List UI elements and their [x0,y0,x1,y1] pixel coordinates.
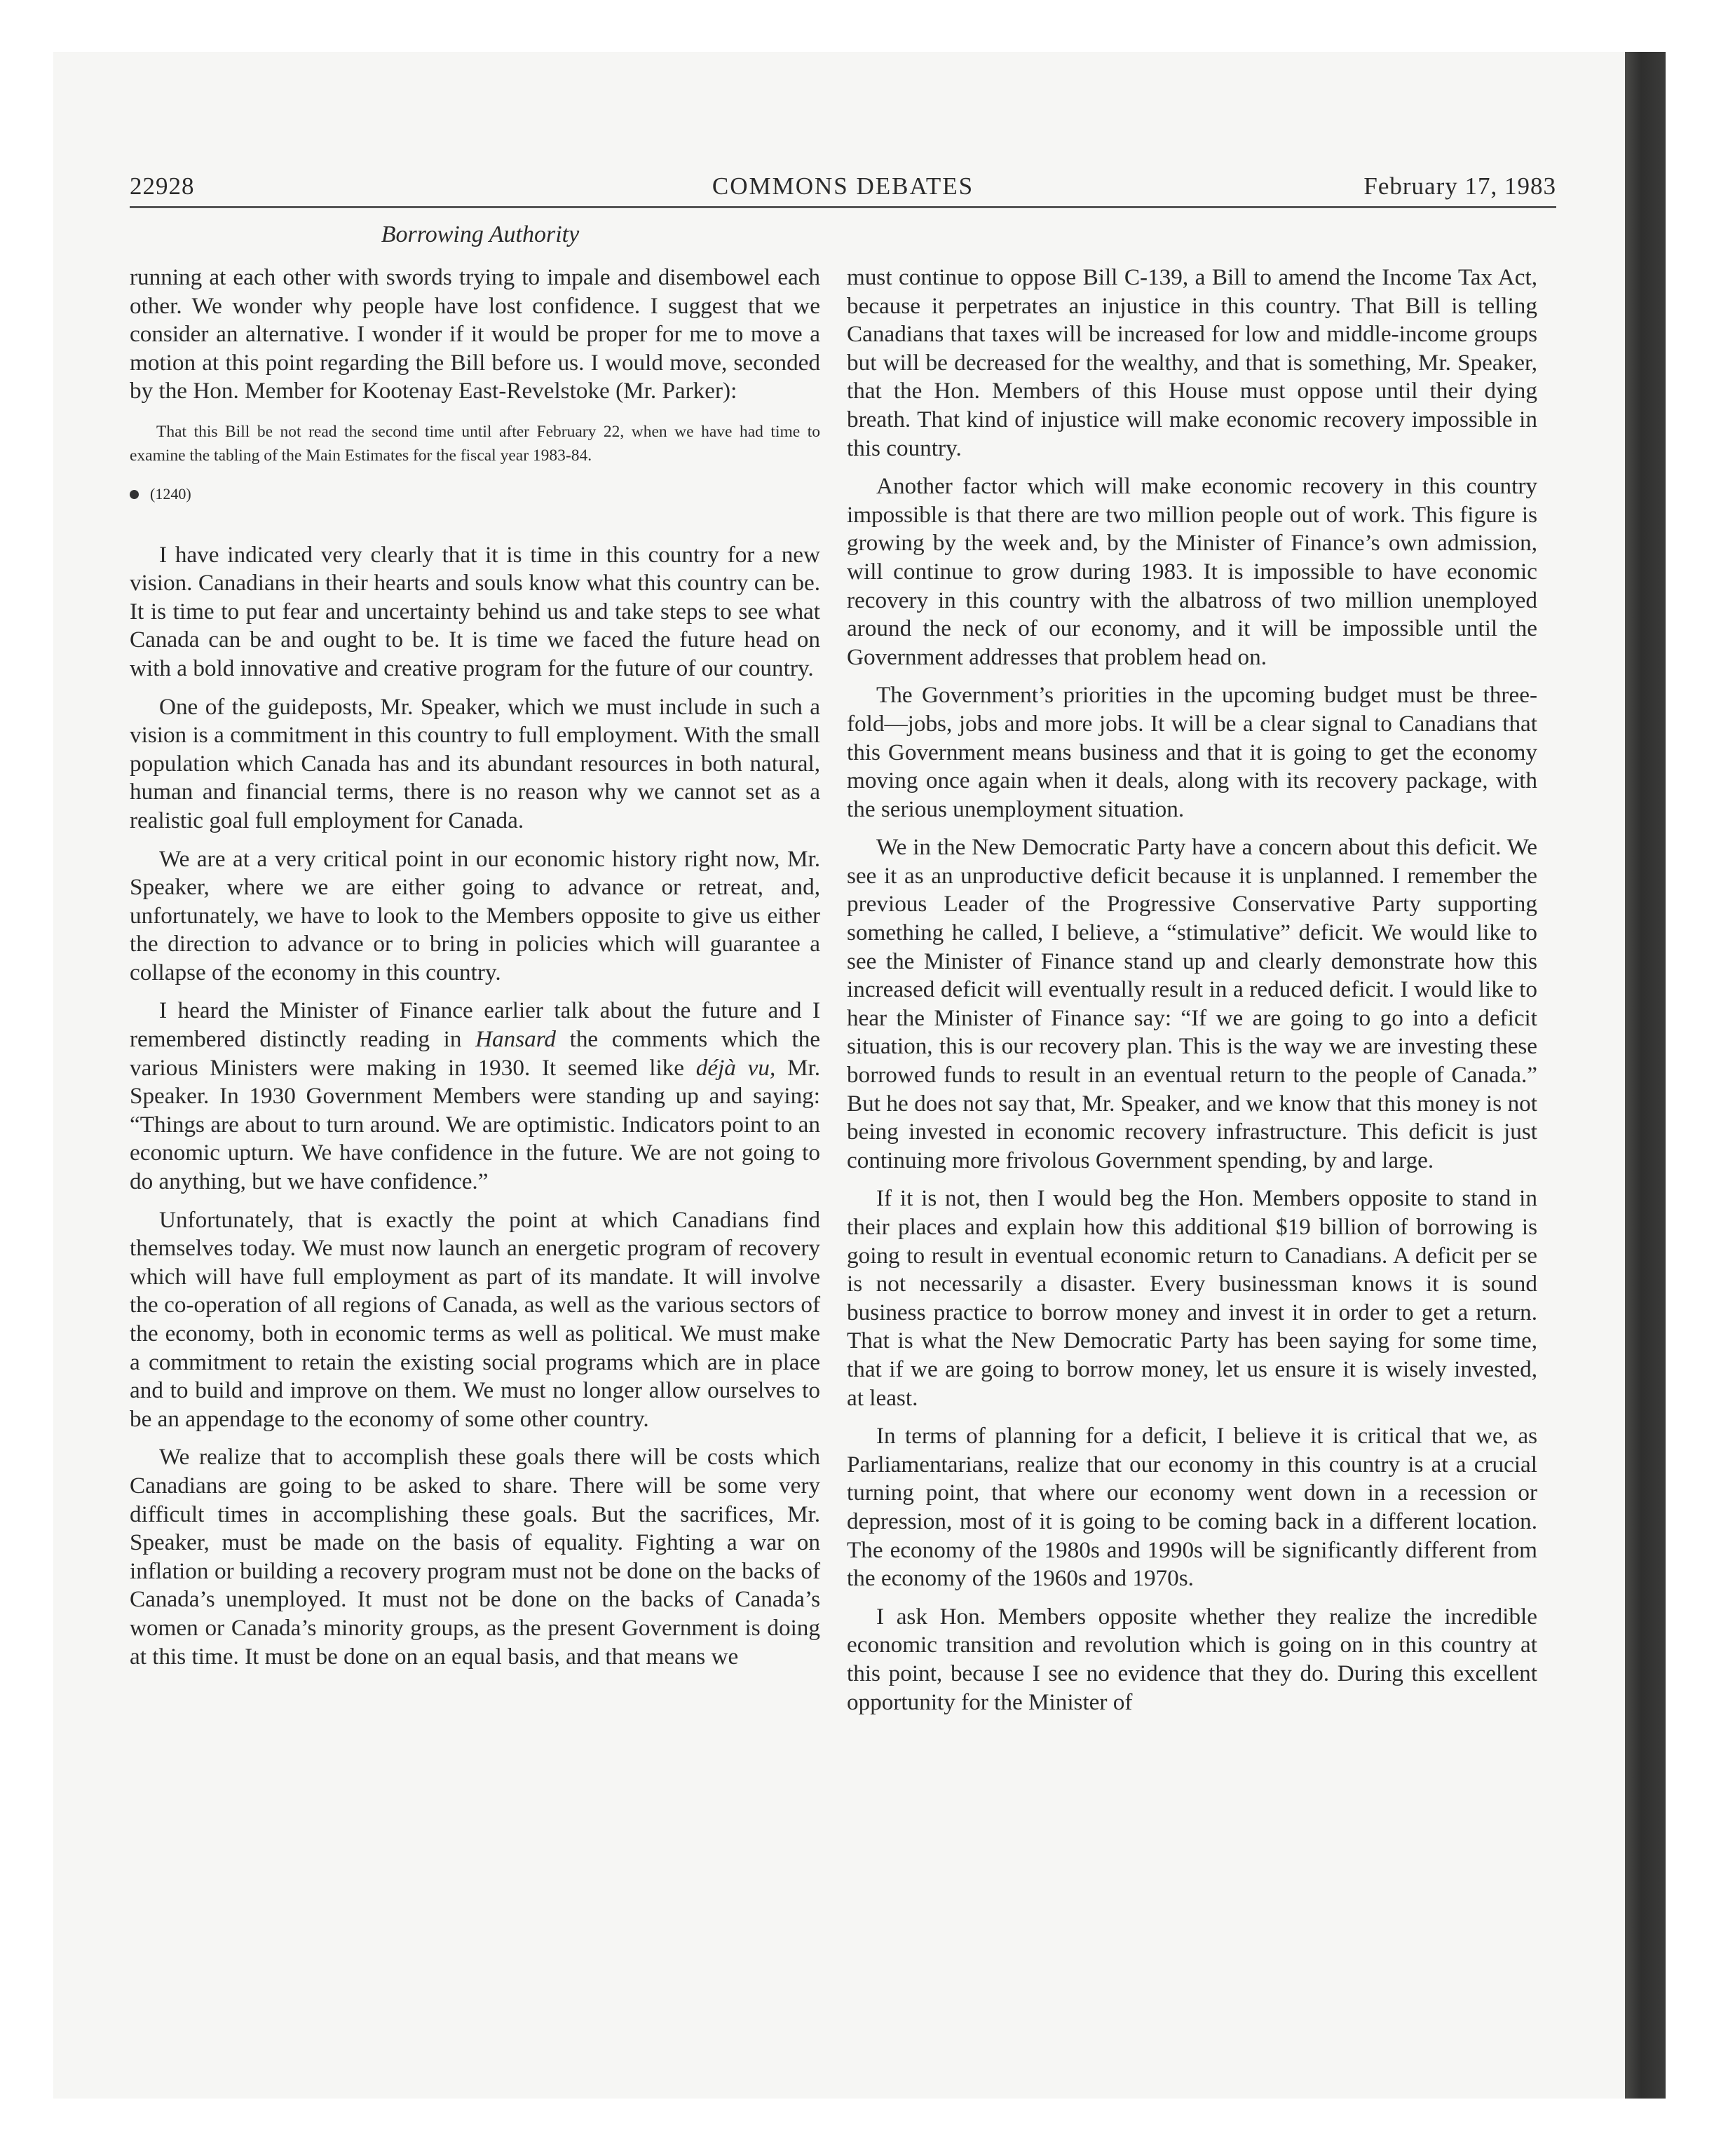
right-column [847,264,1537,1726]
paragraph [130,997,820,1196]
paragraph: We realize that to accomplish these goals there will be costs which Canadians are going to be asked to share. There will be some very difficult times in accomplishing these goals. But the sacrifices, Mr. Speaker, must be made on the basis of equality. Fighting a war on inflation or building a recovery program must not be done on the backs of Canada’s unemployed. It must not be done on the backs of Canada’s women or Canada’s minority groups, as the present Government is doing at this time. It must be done on an equal basis, and that means we [130,1444,820,1670]
text-run: Mr. Speaker. In 1930 Government Members were standing up and saying: “Things are about to turn around. We are optimistic. Indicators point to an economic upturn. We have confidence in the future. We are not going to do anything, but we have confidence.” [130,1054,821,1195]
motion-text: That this Bill be not read the second time until after February 22, when we have had time to examine the tabling of the Main Estimates for the fiscal year 1983-84. [130,422,820,465]
left-column [130,264,820,1681]
paragraph: In terms of planning for a deficit, I believe it is critical that we, as Parliamentarians, realize that our economy in this country is at a crucial turning point, that where our economy went down in a recession or depression, most of it is going to be coming back in a different location. The economy of the 1980s and 1990s will be significantly different from the economy of the 1960s and 1970s. [847,1423,1537,1592]
paragraph: must continue to oppose Bill C-139, a Bill to amend the Income Tax Act, because it perpetrates an injustice in this country. That Bill is telling Canadians that taxes will be increased for low and middle-income groups but will be decreased for the wealthy, and that is something, Mr. Speaker, that the Hon. Members of this House must oppose until their dying breath. That kind of injustice will make economic recovery impossible in this country. [847,264,1537,461]
paragraph: Another factor which will make economic recovery in this country impossible is that there are two million people out of work. This figure is growing by the week and, by the Minister of Finance’s own admission, will continue to grow during 1983. It is impossible to have economic recovery in this country with the albatross of two million unemployed around the neck of our economy, and it will be impossible until the Government addresses that problem head on. [847,473,1537,670]
page-date: February 17, 1983 [1363,172,1556,200]
subject-heading: Borrowing Authority [381,221,580,247]
paragraph: The Government’s priorities in the upcoming budget must be three-fold—jobs, jobs and more jobs. It will be a clear signal to Canadians that this Government means business and that it is going to get the economy moving once again when it deals, along with its recovery package, with the serious unemployment situation. [847,682,1537,822]
scan-edge-bar [1625,52,1666,2099]
paragraph: I ask Hon. Members opposite whether they realize the incredible economic transition and revolution which is going on in this country at this point, because I see no evidence that they do. During this excellent opportunity for the Minister of [847,1603,1537,1715]
publication-title: COMMONS DEBATES [712,172,974,200]
text-run: the comments which the various Ministers were making in 1930. It seemed like [130,1026,821,1081]
bullet-dot-icon [130,490,139,499]
paragraph: I have indicated very clearly that it is time in this country for a new vision. Canadians in their hearts and souls know what this country can be. It is time to put fear and uncertainty behind us and take steps to see what Canada can be and ought to be. It is time we faced the future head on with a bold innovative and creative program for the future of our country. [130,541,820,681]
paragraph: Unfortunately, that is exactly the point at which Canadians find themselves today. We must now launch an energetic program of recovery which will have full employment as part of its mandate. It will involve the co-operation of all regions of Canada, as well as the various sectors of the economy, both in economic terms as well as political. We must make a commitment to retain the existing social programs which are in place and to build and improve on them. We must no longer allow ourselves to be an appendage to the economy of some other country. [130,1206,820,1432]
time-stamp-label: (1240) [150,484,191,503]
italic-hansard: Hansard [475,1026,557,1053]
italic-deja-vu: déjà vu, [695,1054,776,1081]
paragraph: running at each other with swords trying to impale and disembowel each other. We wonder why people have lost confidence. I suggest that we consider an alternative. I wonder if it would be proper for me to move a motion at this point regarding the Bill before us. I would move, seconded by the Hon. Member for Kootenay East-Revelstoke (Mr. Parker): [130,264,820,404]
time-stamp [130,480,820,509]
paragraph: We are at a very critical point in our economic history right now, Mr. Speaker, where we are either going to advance or retreat, and, unfortunately, we have to look to the Members opposite to give us either the direction to advance or to bring in policies which will guarantee a collapse of the economy in this country. [130,845,820,985]
paragraph: One of the guideposts, Mr. Speaker, which we must include in such a vision is a commitment in this country to full employment. With the small population which Canada has and its abundant resources in both natural, human and financial terms, there is no reason why we cannot set as a realistic goal full employment for Canada. [130,693,820,833]
paragraph: If it is not, then I would beg the Hon. Members opposite to stand in their places and explain how this additional $19 billion of borrowing is going to result in eventual economic return to Canadians. A deficit per se is not necessarily a disaster. Every businessman knows it is sound business practice to borrow money and invest it in order to get a return. That is what the New Democratic Party has been saying for some time, that if we are going to borrow money, let us ensure it is wisely invested, at least. [847,1185,1537,1411]
text-run: I heard the Minister of Finance earlier talk about the future and I remembered distinctly reading in [130,997,820,1053]
page-number: 22928 [130,172,195,200]
page-header [130,170,1556,208]
paragraph: We in the New Democratic Party have a concern about this deficit. We see it as an unproductive deficit because it is unplanned. I remember the previous Leader of the Progressive Conservative Party supporting something he called, I believe, a “stimulative” deficit. We would like to see the Minister of Finance stand up and clearly demonstrate how this increased deficit will eventually result in a reduced deficit. I would like to hear the Minister of Finance say: “If we are going to go into a deficit situation, this is our recovery plan. This is the way we are investing these borrowed funds to result in an eventual return to the people of Canada.” But he does not say that, Mr. Speaker, and we know that this money is not being invested in economic recovery infrastructure. This deficit is just continuing more frivolous Government spending, by and large. [847,834,1537,1173]
